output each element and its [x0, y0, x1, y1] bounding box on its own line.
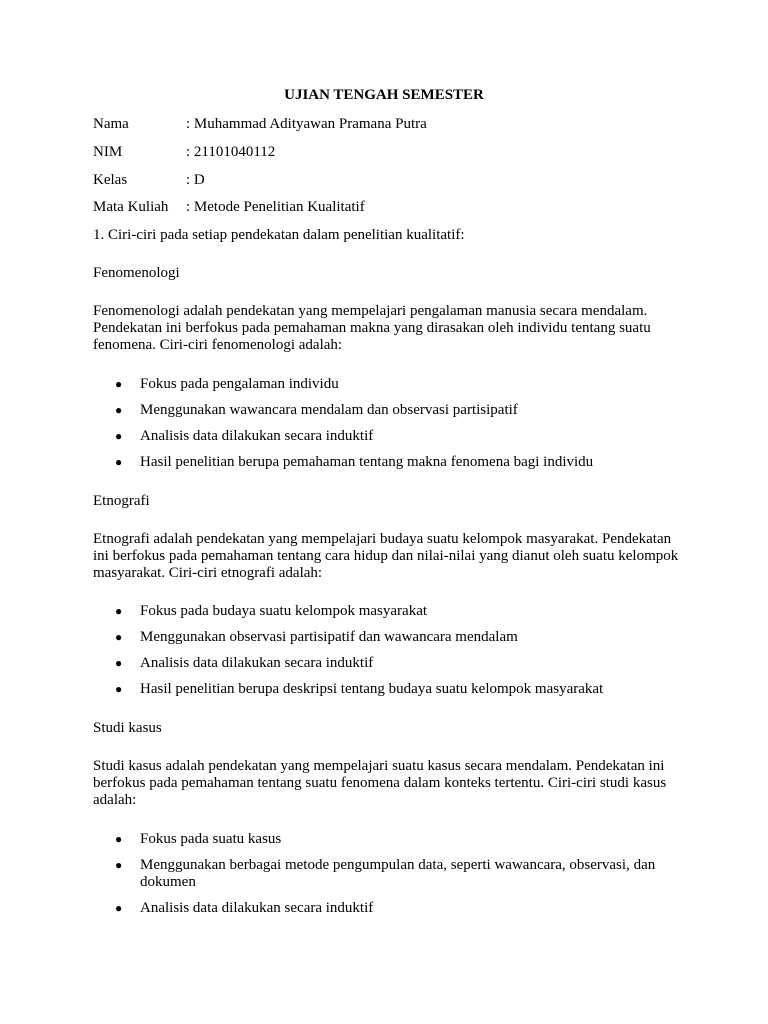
bullet-icon: ● — [115, 832, 123, 846]
bullet-icon: ● — [115, 377, 123, 391]
bullet-item: ● Menggunakan wawancara mendalam dan observasi partisipatif — [115, 402, 518, 418]
section-heading-etnografi: Etnografi — [93, 493, 150, 509]
section-heading-fenomenologi: Fenomenologi — [93, 265, 180, 281]
meta-row-kelas — [93, 172, 693, 189]
bullet-item: ● Analisis data dilakukan secara induktif — [115, 655, 374, 671]
meta-label: NIM — [93, 144, 123, 160]
bullet-item: ● Fokus pada budaya suatu kelompok masyarakat — [115, 603, 428, 619]
meta-value: : D — [186, 172, 205, 188]
bullet-item: ● Hasil penelitian berupa deskripsi tentang budaya suatu kelompok masyarakat — [115, 681, 604, 697]
bullet-icon: ● — [115, 630, 123, 644]
section-paragraph-etnografi: Etnografi adalah pendekatan yang mempelajari budaya suatu kelompok masyarakat. Pendekatan ini berfokus pada pemahaman tentang cara hidup dan nilai-nilai yang dianut oleh suatu kelompok masyarakat. Ciri-ciri etnografi adalah: — [93, 531, 679, 581]
bullet-item: ● Hasil penelitian berupa pemahaman tentang makna fenomena bagi individu — [115, 454, 594, 470]
bullet-icon: ● — [115, 403, 123, 417]
bullet-item: ● Menggunakan berbagai metode pengumpulan data, seperti wawancara, observasi, dan dokumen — [115, 857, 656, 890]
bullet-item: ● Analisis data dilakukan secara induktif — [115, 428, 374, 444]
bullet-item: ● Fokus pada pengalaman individu — [115, 376, 339, 392]
meta-label: Nama — [93, 116, 129, 132]
section-heading-studi-kasus: Studi kasus — [93, 720, 162, 736]
meta-row-mata-kuliah — [93, 199, 693, 216]
section-paragraph-fenomenologi: Fenomenologi adalah pendekatan yang mempelajari pengalaman manusia secara mendalam. Pendekatan ini berfokus pada pemahaman makna yang dirasakan oleh individu tentang suatu fenomena. Ciri-ciri fenomenologi adalah: — [93, 303, 651, 353]
bullet-item: ● Analisis data dilakukan secara induktif — [115, 900, 374, 916]
bullet-icon: ● — [115, 682, 123, 696]
bullet-icon: ● — [115, 656, 123, 670]
meta-value: : Muhammad Adityawan Pramana Putra — [186, 116, 427, 132]
question-text: 1. Ciri-ciri pada setiap pendekatan dalam penelitian kualitatif: — [93, 227, 465, 243]
document-title: UJIAN TENGAH SEMESTER — [284, 87, 484, 103]
bullet-icon: ● — [115, 455, 123, 469]
meta-row-nama — [93, 116, 693, 133]
meta-row-nim — [93, 144, 693, 161]
bullet-icon: ● — [115, 901, 123, 915]
section-paragraph-studi-kasus: Studi kasus adalah pendekatan yang mempelajari suatu kasus secara mendalam. Pendekatan ini berfokus pada pemahaman tentang suatu fenomena dalam konteks tertentu. Ciri-ciri studi kasus adalah: — [93, 758, 667, 808]
meta-value: : 21101040112 — [186, 144, 276, 160]
bullet-icon: ● — [115, 604, 123, 618]
meta-value: : Metode Penelitian Kualitatif — [186, 199, 365, 215]
bullet-item: ● Fokus pada suatu kasus — [115, 831, 282, 847]
meta-label: Mata Kuliah — [93, 199, 169, 215]
bullet-item: ● Menggunakan observasi partisipatif dan wawancara mendalam — [115, 629, 518, 645]
bullet-icon: ● — [115, 429, 123, 443]
meta-label: Kelas — [93, 172, 128, 188]
bullet-icon: ● — [115, 858, 123, 872]
